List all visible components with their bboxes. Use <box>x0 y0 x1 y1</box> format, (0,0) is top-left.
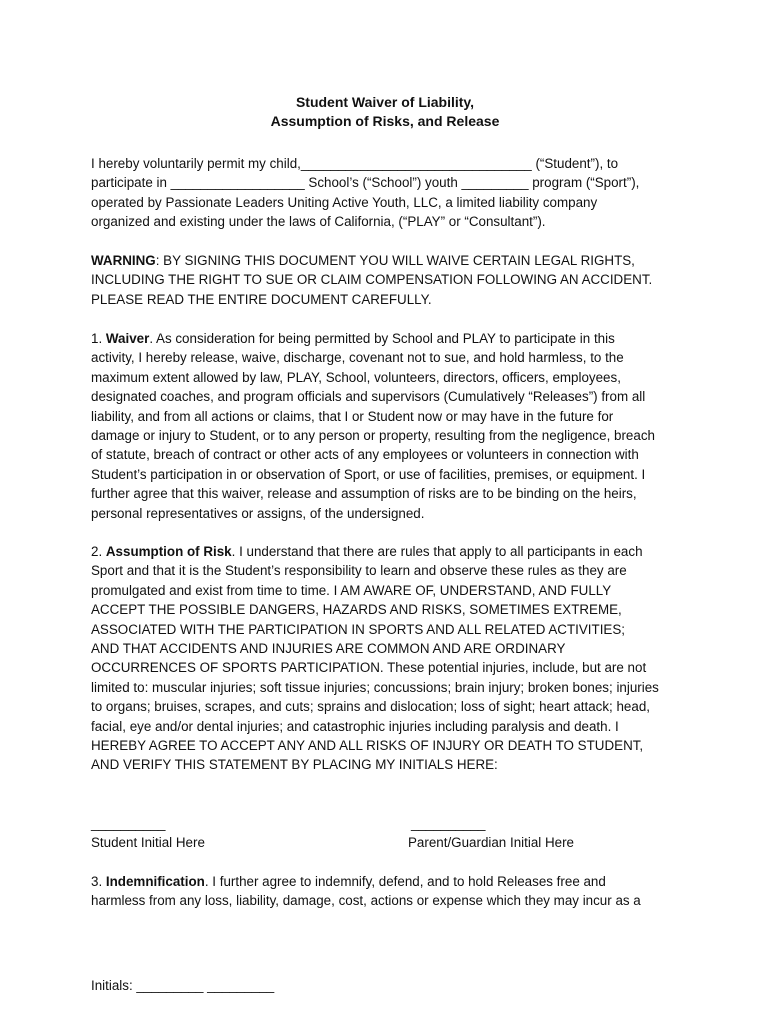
warning-line: PLEASE READ THE ENTIRE DOCUMENT CAREFULLY. <box>91 291 432 307</box>
indemnification-text: . I further agree to indemnify, defend, and to hold Releases free and <box>204 874 606 889</box>
warning-paragraph <box>91 251 691 309</box>
warning-label: WARNING <box>91 253 156 268</box>
waiver-line: further agree that this waiver, release and assumption of risks are to be binding on the heirs, <box>91 486 637 502</box>
section-heading: Waiver <box>105 331 150 346</box>
section-assumption-of-risk <box>91 542 691 775</box>
intro-line: operated by Passionate Leaders Uniting Active Youth, LLC, a limited liability company <box>91 194 598 210</box>
intro-line: participate in __________________ School’s (“School”) youth _________ program (“Sport”), <box>91 175 640 191</box>
waiver-line: liability, and from all actions or claims, that I or Student now or may have in the future for <box>91 408 614 424</box>
document-title <box>0 93 770 131</box>
parent-initial-line[interactable]: __________ <box>411 816 486 831</box>
assumption-text: . I understand that there are rules that apply to all participants in each <box>231 544 643 559</box>
assumption-line: to organs; bruises, scrapes, and cuts; sprains and dislocation; loss of sight; heart attack; head, <box>91 699 650 715</box>
assumption-line: Sport and that it is the Student’s responsibility to learn and observe these rules as they are <box>91 563 627 579</box>
waiver-line: of statute, breach of contract or other acts of any employees or volunteers in connection with <box>91 447 639 463</box>
assumption-line: OCCURRENCES OF SPORTS PARTICIPATION. These potential injuries, include, but are not <box>91 660 647 676</box>
intro-paragraph <box>91 154 691 232</box>
warning-line: INCLUDING THE RIGHT TO SUE OR CLAIM COMPENSATION FOLLOWING AN ACCIDENT. <box>91 272 653 288</box>
section-heading: Assumption of Risk <box>105 544 232 559</box>
intro-line: organized and existing under the laws of California, (“PLAY” or “Consultant”). <box>91 214 546 230</box>
waiver-line: designated coaches, and program officials and supervisors (Cumulatively “Releases”) from all <box>91 389 646 405</box>
section-indemnification <box>91 872 691 911</box>
title-line-1: Student Waiver of Liability, <box>295 94 475 110</box>
section-number: 1. <box>91 331 106 346</box>
section-number: 3. <box>91 874 106 889</box>
assumption-line: facial, eye and/or dental injuries; and catastrophic injuries including paralysis and death. I <box>91 718 619 734</box>
indemnification-line: harmless from any loss, liability, damage, cost, actions or expense which they may incur as a <box>91 893 641 909</box>
waiver-line: damage or injury to Student, or to any person or property, resulting from the negligence, breach <box>91 428 655 444</box>
waiver-line: maximum extent allowed by law, PLAY, School, volunteers, directors, officers, employees, <box>91 369 621 385</box>
title-line-2: Assumption of Risks, and Release <box>270 113 500 129</box>
section-heading: Indemnification <box>105 874 205 889</box>
section-number: 2. <box>91 544 106 559</box>
assumption-line: limited to: muscular injuries; soft tissue injuries; concussions; brain injury; broken bones; injuries <box>91 679 659 695</box>
assumption-line: promulgated and exist from time to time. I AM AWARE OF, UNDERSTAND, AND FULLY <box>91 582 612 598</box>
assumption-line: HEREBY AGREE TO ACCEPT ANY AND ALL RISKS OF INJURY OR DEATH TO STUDENT, <box>91 738 644 754</box>
student-initial-label: Student Initial Here <box>91 835 205 850</box>
assumption-line: AND THAT ACCIDENTS AND INJURIES ARE COMMON AND ARE ORDINARY <box>91 641 566 657</box>
waiver-line: Student’s participation in or observation of Sport, or use of facilities, premises, or equipment. I <box>91 466 646 482</box>
student-initial-line[interactable]: __________ <box>91 816 166 831</box>
warning-text: : BY SIGNING THIS DOCUMENT YOU WILL WAIVE CERTAIN LEGAL RIGHTS, <box>155 253 635 268</box>
waiver-line: personal representatives or assigns, of the undersigned. <box>91 505 425 521</box>
waiver-line: activity, I hereby release, waive, discharge, covenant not to sue, and hold harmless, to the <box>91 350 624 366</box>
assumption-line <box>91 542 691 561</box>
indemnification-line <box>91 872 691 891</box>
parent-initial-label: Parent/Guardian Initial Here <box>408 835 574 850</box>
waiver-text: . As consideration for being permitted by School and PLAY to participate in this <box>149 331 615 346</box>
assumption-line: ACCEPT THE POSSIBLE DANGERS, HAZARDS AND RISKS, SOMETIMES EXTREME, <box>91 602 622 618</box>
section-waiver <box>91 329 691 523</box>
assumption-line: ASSOCIATED WITH THE PARTICIPATION IN SPORTS AND ALL RELATED ACTIVITIES; <box>91 621 625 637</box>
footer-initials[interactable]: Initials: _________ _________ <box>91 978 275 993</box>
assumption-line: AND VERIFY THIS STATEMENT BY PLACING MY INITIALS HERE: <box>91 757 498 773</box>
waiver-line <box>91 329 691 348</box>
intro-line: I hereby voluntarily permit my child,_______________________________ (“Student”), to <box>91 156 619 171</box>
warning-line <box>91 251 691 270</box>
